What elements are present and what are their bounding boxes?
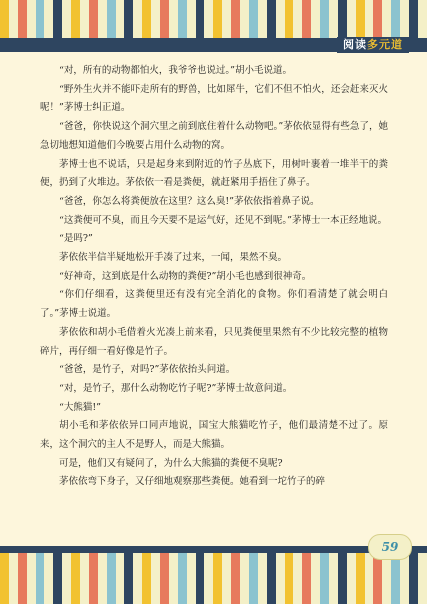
stripe [285, 0, 294, 38]
stripe [311, 553, 320, 604]
stripe [178, 553, 187, 604]
stripe [0, 0, 9, 38]
stripe [213, 553, 222, 604]
paragraph: 茅依依弯下身子，又仔细地观察那些粪便。她看到一坨竹子的碎 [59, 476, 326, 488]
stripe [400, 0, 409, 38]
stripe [365, 0, 374, 38]
stripe [107, 553, 116, 604]
stripe [249, 553, 258, 604]
stripe [187, 553, 196, 604]
top-stripe-banner [0, 0, 427, 38]
paragraph: 胡小毛和茅依依异口同声地说，国宝大熊猫吃竹子，他们最清楚不过了。原来，这个洞穴的主人不是野人，而是大熊猫。 [40, 420, 388, 451]
stripe [44, 0, 53, 38]
stripe [258, 0, 267, 38]
stripe [222, 553, 231, 604]
stripe [107, 0, 116, 38]
stripe [258, 553, 267, 604]
stripe [347, 553, 356, 604]
stripe [276, 0, 285, 38]
stripe [320, 553, 329, 604]
paragraph: “你们仔细看，这粪便里还有没有完全消化的食物。你们看清楚了就会明白了。”茅博士说道。 [40, 289, 388, 320]
stripe [160, 553, 169, 604]
paragraph: “大熊猫!” [59, 401, 102, 413]
stripe [311, 0, 320, 38]
stripe [418, 553, 427, 604]
stripe [329, 553, 338, 604]
stripe [276, 553, 285, 604]
stripe [356, 0, 365, 38]
stripe [267, 553, 276, 604]
stripe [249, 0, 258, 38]
stripe [142, 553, 151, 604]
stripe [285, 553, 294, 604]
page-number-badge [368, 534, 412, 560]
page-number: 59 [381, 540, 399, 554]
paragraph: 茅依依半信半疑地松开手凑了过来，一闻，果然不臭。 [59, 252, 288, 264]
stripe [89, 553, 98, 604]
stripe [160, 0, 169, 38]
stripe [204, 553, 213, 604]
stripe [169, 0, 178, 38]
paragraph: 茅依依和胡小毛借着火光凑上前来看，只见粪便里果然有不少比较完整的植物碎片，再仔细一看好像是竹子。 [40, 326, 388, 357]
stripe [27, 0, 36, 38]
stripe [391, 0, 400, 38]
stripe [267, 0, 276, 38]
stripe [338, 553, 347, 604]
stripe [231, 0, 240, 38]
stripe [133, 553, 142, 604]
paragraph: “对，是竹子，那什么动物吃竹子呢?”茅博士故意问道。 [59, 382, 293, 394]
stripe [44, 553, 53, 604]
stripe [18, 553, 27, 604]
paragraph: “是吗?” [59, 233, 93, 245]
paragraph: “好神奇，这到底是什么动物的粪便?”胡小毛也感到很神奇。 [59, 270, 312, 282]
header-title-part2: 多元道 [367, 38, 403, 51]
stripe [116, 553, 125, 604]
stripe [222, 0, 231, 38]
stripe [18, 0, 27, 38]
stripe [373, 0, 382, 38]
paragraph: “爸爸，你快说这个洞穴里之前到底住着什么动物吧。”茅依依显得有些急了，她急切地想知道他们今晚要占用什么动物的窝。 [40, 121, 388, 151]
stripe [80, 0, 89, 38]
story-text [40, 62, 388, 492]
stripe [320, 0, 329, 38]
stripe [142, 0, 151, 38]
header-title [337, 37, 409, 53]
stripe [187, 0, 196, 38]
stripe [391, 553, 400, 604]
stripe [53, 0, 62, 38]
stripe [124, 553, 133, 604]
stripe [338, 0, 347, 38]
stripe [240, 0, 249, 38]
stripe [36, 0, 45, 38]
stripe [329, 0, 338, 38]
stripe [62, 0, 71, 38]
stripe [204, 0, 213, 38]
stripe [178, 0, 187, 38]
stripe [356, 553, 365, 604]
stripe [169, 553, 178, 604]
stripe [98, 0, 107, 38]
paragraph: 茅博士也不说话，只是起身来到附近的竹子丛底下，用树叶裹着一堆半干的粪便，扔到了火堆边。茅依依一看是粪便，就赶紧用手捂住了鼻子。 [40, 158, 388, 189]
stripe [151, 0, 160, 38]
stripe [116, 0, 125, 38]
stripe [89, 0, 98, 38]
stripe [213, 0, 222, 38]
header-title-part1: 阅读 [343, 38, 367, 51]
stripe [347, 0, 356, 38]
stripe [196, 0, 205, 38]
paragraph: “野外生火并不能吓走所有的野兽，比如犀牛，它们不但不怕火，还会赶来灭火呢！”茅博士纠正道。 [40, 83, 388, 114]
stripe [418, 0, 427, 38]
paragraph: “这粪便可不臭，而且今天要不是运气好，还见不到呢。”茅博士一本正经地说。 [59, 214, 387, 226]
stripe [409, 0, 418, 38]
stripe [9, 0, 18, 38]
stripe [0, 553, 9, 604]
stripe [302, 553, 311, 604]
paragraph: “对，所有的动物都怕火，我爷爷也说过。”胡小毛说道。 [59, 65, 292, 76]
footer-band [0, 546, 427, 553]
stripe [71, 553, 80, 604]
stripe [98, 553, 107, 604]
stripe [71, 0, 80, 38]
stripe [240, 553, 249, 604]
paragraph: 可是，他们又有疑问了，为什么大熊猫的粪便不臭呢? [59, 457, 283, 469]
stripe [409, 553, 418, 604]
stripe [151, 553, 160, 604]
stripe [27, 553, 36, 604]
stripe [302, 0, 311, 38]
bottom-stripe-banner [0, 553, 427, 604]
stripe [293, 0, 302, 38]
stripe [53, 553, 62, 604]
stripe [9, 553, 18, 604]
stripe [400, 553, 409, 604]
stripe [62, 553, 71, 604]
stripe [373, 553, 382, 604]
paragraph: “爸爸，是竹子，对吗?”茅依依抬头问道。 [59, 364, 236, 376]
stripe [365, 553, 374, 604]
stripe [382, 553, 391, 604]
paragraph: “爸爸，你怎么将粪便放在这里？这么臭!”茅依依指着鼻子说。 [59, 195, 320, 207]
stripe [196, 553, 205, 604]
stripe [133, 0, 142, 38]
stripe [231, 553, 240, 604]
stripe [124, 0, 133, 38]
stripe [36, 553, 45, 604]
stripe [80, 553, 89, 604]
stripe [293, 553, 302, 604]
stripe [382, 0, 391, 38]
